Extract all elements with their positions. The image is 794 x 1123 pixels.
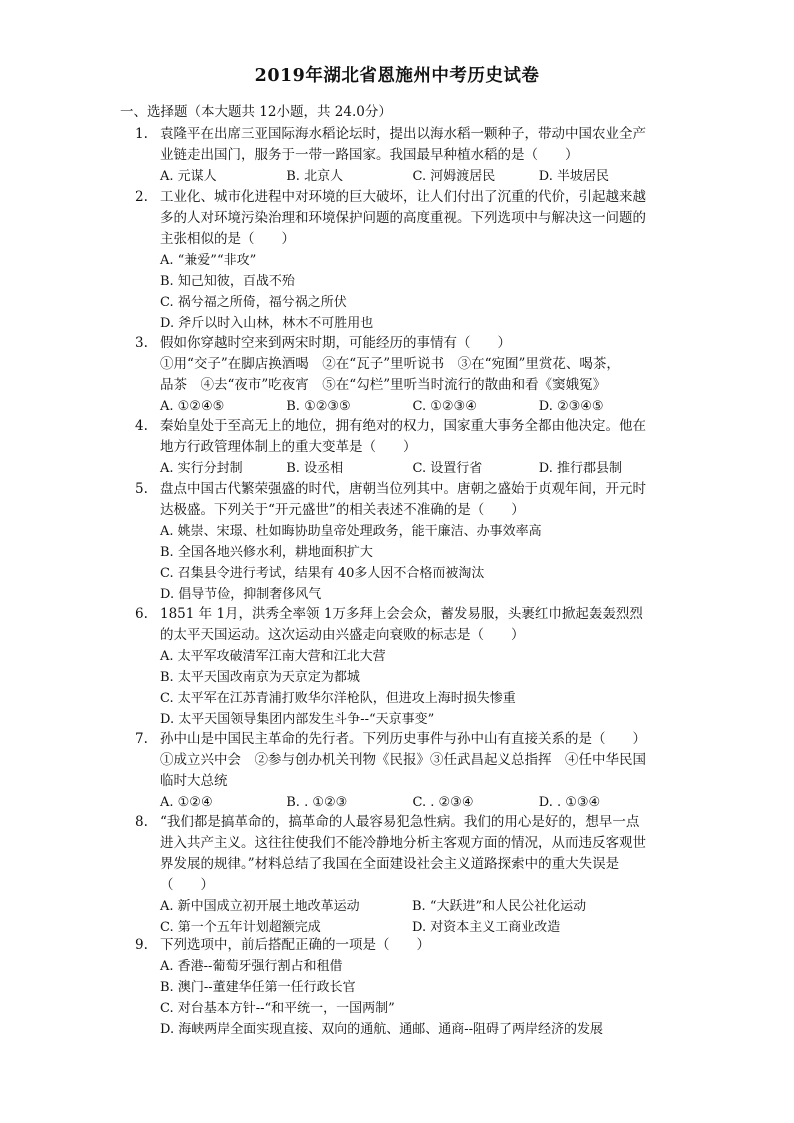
option-c: C. 河姆渡居民	[412, 169, 496, 184]
question-number: 9.	[135, 937, 148, 953]
option-a: A. ①②④⑤	[160, 399, 225, 414]
option-d: D. 海峡两岸全面实现直接、双向的通航、通邮、通商--阻碍了两岸经济的发展	[160, 1022, 604, 1037]
question-text: 的太平天国运动。这次运动由兴盛走向衰败的标志是（ ）	[160, 627, 525, 643]
option-b: B. “大跃进”和人民公社化运动	[412, 899, 587, 914]
option-a: A. 新中国成立初开展土地改革运动	[160, 899, 360, 914]
question-5	[135, 479, 665, 605]
question-text: 工业化、城市化进程中对环境的巨大破坏，让人们付出了沉重的代价，引起越来越	[160, 189, 646, 205]
option-b: B. 知己知彼，百战不殆	[160, 274, 295, 289]
options-row	[160, 792, 665, 813]
option-b: B. 澳门--董建华任第一任行政长官	[160, 980, 356, 995]
question-8	[135, 812, 665, 938]
option-a: A. 姚崇、宋璟、杜如晦协助皇帝处理政务，能干廉洁、办事效率高	[160, 524, 542, 539]
options-row	[160, 396, 665, 417]
question-text: “我们都是搞革命的，搞革命的人最容易犯急性病。我们的用心是好的，想早一点	[160, 814, 640, 830]
options-row	[160, 166, 665, 187]
option-c: C. 对台基本方针--“和平统一，一国两制”	[160, 1001, 395, 1016]
question-text: 袁隆平在出席三亚国际海水稻论坛时，提出以海水稻一颗种子，带动中国农业全产	[160, 126, 646, 142]
question-number: 6.	[135, 606, 148, 622]
option-a: A. 香港--葡萄牙强行割占和租借	[160, 959, 343, 974]
option-c: C. 召集县令进行考试，结果有 40多人因不合格而被淘汰	[160, 566, 485, 581]
option-b: B. 设丞相	[286, 461, 344, 476]
option-c: C. ①②③④	[412, 399, 477, 414]
question-text: 1851 年 1月，洪秀全率领 1万多拜上会会众，蓄发易服，头裹红巾掀起轰轰烈烈	[160, 606, 643, 622]
option-d: D. 对资本主义工商业改造	[412, 920, 561, 935]
exam-title: 2019年湖北省恩施州中考历史试卷	[254, 66, 540, 86]
question-text: 假如你穿越时空来到两宋时期，可能经历的事情有（ ）	[160, 335, 511, 351]
option-c: C. 设置行省	[412, 461, 483, 476]
question-number: 4.	[135, 418, 148, 434]
option-a: A. ①②④	[160, 795, 213, 810]
question-3	[135, 333, 665, 417]
question-text: 多的人对环境污染治理和环境保护问题的高度重视。下列选项中与解决这一问题的	[160, 210, 646, 226]
question-number: 2.	[135, 189, 148, 205]
option-a: A. 太平军攻破清军江南大营和江北大营	[160, 649, 386, 664]
option-c: C. 祸兮福之所倚，福兮祸之所伏	[160, 295, 347, 310]
question-text: （ ）	[160, 877, 214, 893]
option-d: D. ②③④⑤	[538, 399, 604, 414]
question-text: 临时大总统	[160, 773, 228, 789]
option-a: A. 元谋人	[160, 169, 217, 184]
question-text: 业链走出国门，服务于一带一路国家。我国最早种植水稻的是（ ）	[160, 147, 579, 163]
question-text: 盘点中国古代繁荣强盛的时代，唐朝当位列其中。唐朝之盛始于贞观年间，开元时	[160, 481, 646, 497]
option-a: A. “兼爱”“非攻”	[160, 253, 257, 268]
question-text: 进入共产主义。这往往使我们不能冷静地分析主客观方面的情况，从而违反客观世	[160, 835, 646, 851]
question-number: 1.	[135, 126, 148, 142]
option-c: C. 第一个五年计划超额完成	[160, 920, 321, 935]
question-1	[135, 124, 665, 187]
option-d: D. 半坡居民	[538, 169, 609, 184]
question-text: 品茶 ④去“夜市”吃夜宵 ⑤在“勾栏”里听当时流行的散曲和看《窦娥冤》	[160, 377, 607, 393]
question-2	[135, 187, 665, 334]
question-text: ①成立兴中会 ②参与创办机关刊物《民报》③任武昌起义总指挥 ④任中华民国	[160, 752, 646, 768]
option-a: A. 实行分封制	[160, 461, 243, 476]
option-d: D. 倡导节俭，抑制奢侈风气	[160, 587, 322, 602]
section-heading: 一、选择题（本大题共 12小题，共 24.0分）	[120, 104, 392, 120]
question-6	[135, 604, 665, 730]
question-text: 秦始皇处于至高无上的地位，拥有绝对的权力，国家重大事务全都由他决定。他在	[160, 418, 646, 434]
option-d: D. . ①③④	[538, 795, 601, 810]
question-number: 5.	[135, 481, 148, 497]
option-c: C. 太平军在江苏青浦打败华尔洋枪队，但进攻上海时损失惨重	[160, 691, 516, 706]
question-text: 达极盛。下列关于“开元盛世”的相关表述不准确的是（ ）	[160, 502, 525, 518]
question-text: ①用“交子”在脚店换酒喝 ②在“瓦子”里听说书 ③在“宛囿”里赏花、喝茶，	[160, 356, 620, 372]
question-4	[135, 416, 665, 479]
options-row	[160, 896, 665, 917]
question-text: 主张相似的是（ ）	[160, 231, 295, 247]
question-number: 8.	[135, 814, 148, 830]
options-row	[160, 458, 665, 479]
option-d: D. 推行郡县制	[538, 461, 622, 476]
option-c: C. . ②③④	[412, 795, 474, 810]
option-b: B. 全国各地兴修水利，耕地面积扩大	[160, 545, 373, 560]
question-7	[135, 729, 665, 813]
question-number: 3.	[135, 335, 148, 351]
option-b: B. . ①②③	[286, 795, 348, 810]
question-text: 下列选项中，前后搭配正确的一项是（ ）	[160, 937, 430, 953]
question-9	[135, 935, 665, 1040]
option-d: D. 太平天国领导集团内部发生斗争--“天京事变”	[160, 712, 435, 727]
option-b: B. 北京人	[286, 169, 344, 184]
option-d: D. 斧斤以时入山林，林木不可胜用也	[160, 316, 374, 331]
question-text: 界发展的规律。”材料总结了我国在全面建设社会主义道路探索中的重大失误是	[160, 856, 620, 872]
option-b: B. ①②③⑤	[286, 399, 351, 414]
question-number: 7.	[135, 731, 148, 747]
question-text: 孙中山是中国民主革命的先行者。下列历史事件与孙中山有直接关系的是（ ）	[160, 731, 646, 747]
question-text: 地方行政管理体制上的重大变革是（ ）	[160, 439, 417, 455]
option-b: B. 太平天国改南京为天京定为都城	[160, 670, 360, 685]
